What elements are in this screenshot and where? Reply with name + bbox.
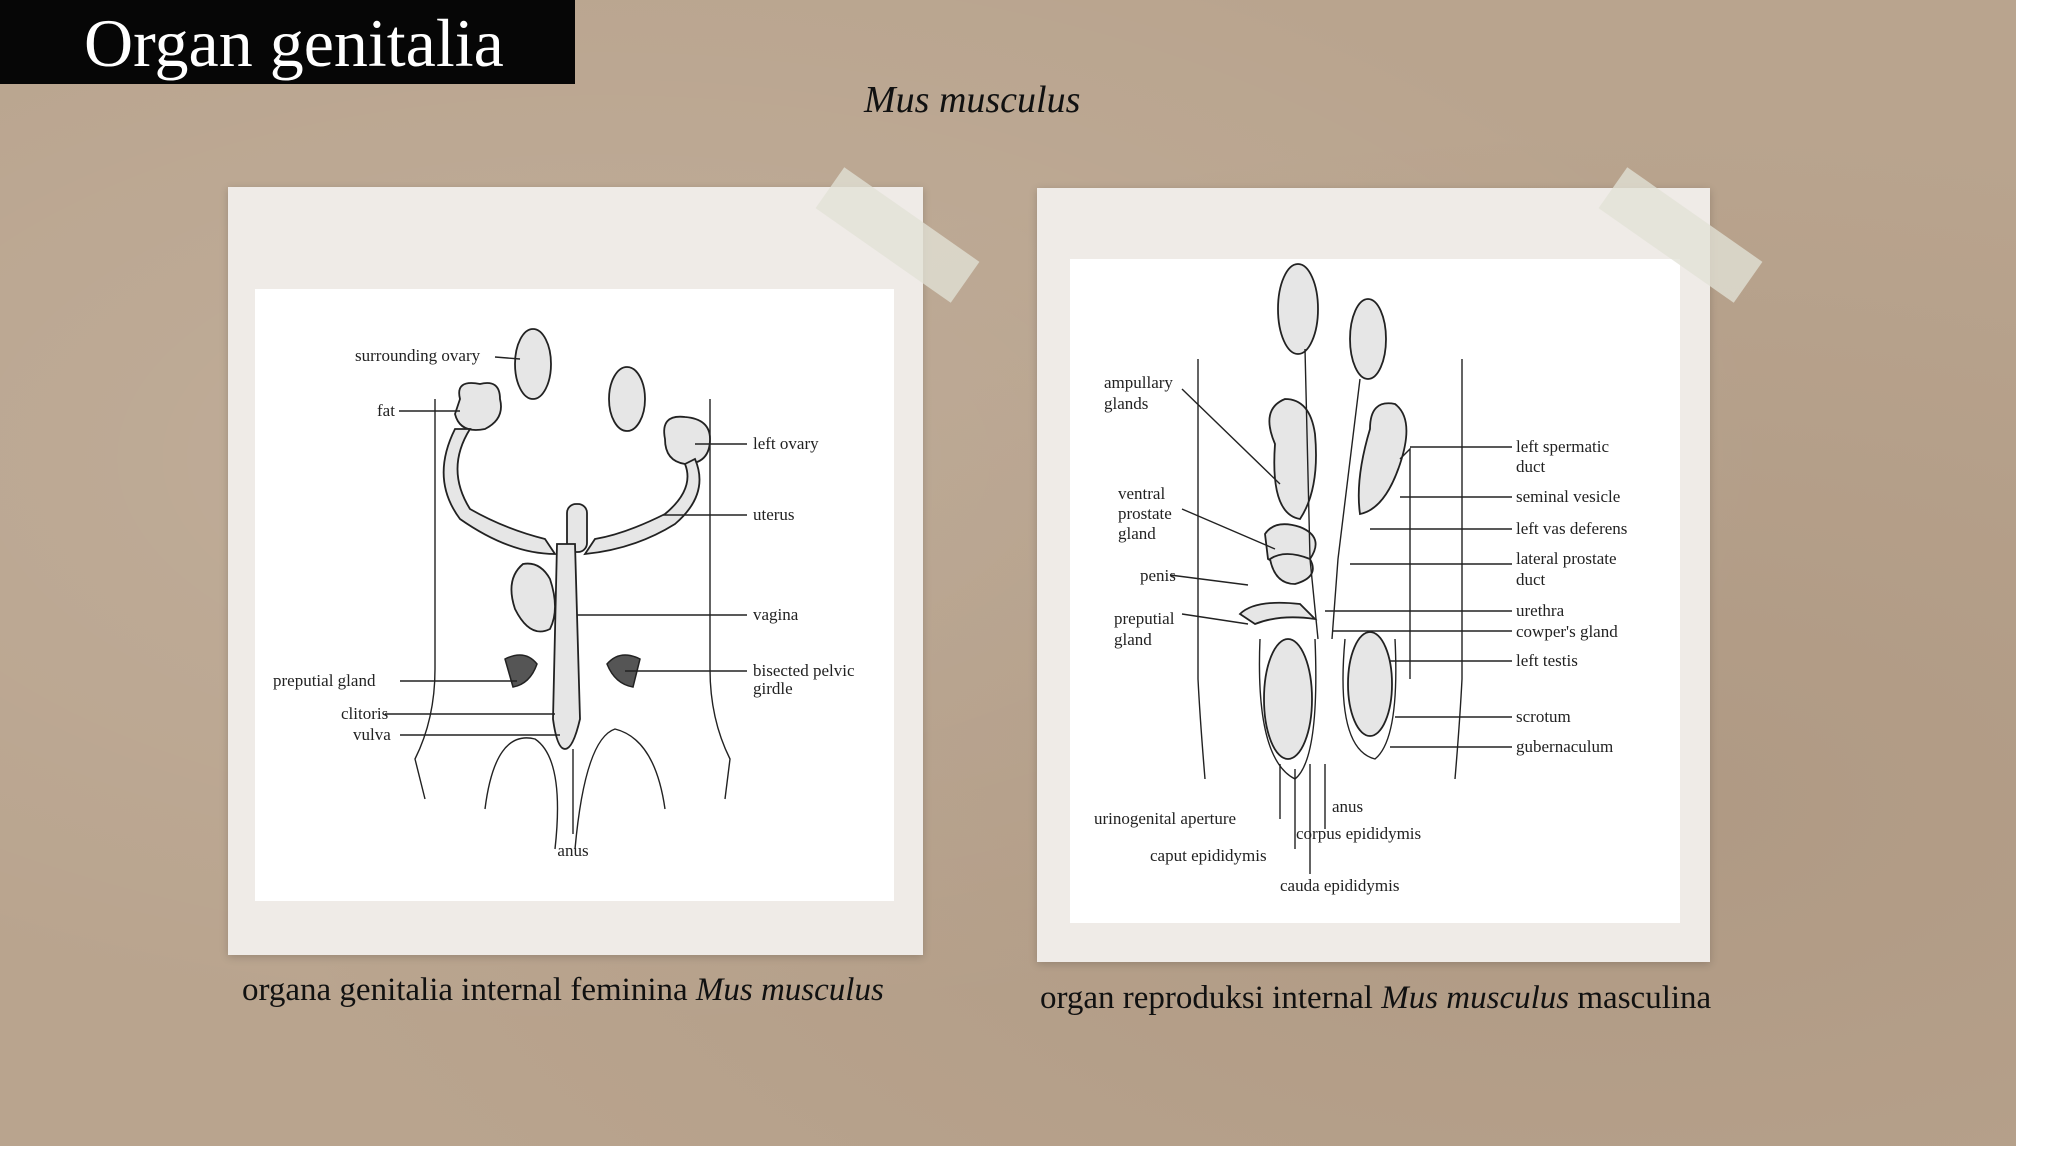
female-label-fat: fat — [377, 401, 395, 420]
male-label-ampullary: ampullary — [1104, 373, 1173, 392]
female-label-surrounding-ovary: surrounding ovary — [355, 346, 481, 365]
male-label-gubernaculum: gubernaculum — [1516, 737, 1614, 756]
male-label-urinogenital-aperture: urinogenital aperture — [1094, 809, 1237, 828]
female-diagram-image — [255, 289, 894, 901]
male-label-gland: gland — [1118, 524, 1156, 543]
female-label-left-ovary: left ovary — [753, 434, 819, 453]
male-caption — [1040, 980, 1711, 1017]
female-caption-species: Mus musculus — [695, 972, 884, 1008]
female-label-vulva: vulva — [353, 725, 391, 744]
female-reproductive-diagram — [255, 289, 894, 901]
male-photo-frame — [1037, 188, 1710, 962]
male-label-anus: anus — [1332, 797, 1364, 816]
male-caption-suffix: masculina — [1569, 980, 1712, 1016]
male-label-prostate: prostate — [1118, 504, 1172, 523]
female-label-bisected-pelvic-girdle: bisected pelvic — [753, 661, 855, 680]
male-diagram-image — [1070, 259, 1680, 923]
male-label-lateral-prostate: lateral prostate — [1516, 549, 1617, 568]
male-label-scrotum: scrotum — [1516, 707, 1571, 726]
female-label-preputial-gland: preputial gland — [273, 671, 376, 690]
male-label-lateral-duct: duct — [1516, 570, 1546, 589]
slide-title: Organ genitalia — [84, 5, 504, 81]
male-label-left-vas-deferens: left vas deferens — [1516, 519, 1628, 538]
female-label-girdle: girdle — [753, 679, 793, 698]
male-caption-species: Mus musculus — [1381, 980, 1570, 1016]
female-caption — [242, 972, 884, 1009]
male-label-caput-epididymis: caput epididymis — [1150, 846, 1267, 865]
male-label-corpus-epididymis: corpus epididymis — [1296, 824, 1422, 843]
male-label-urethra: urethra — [1516, 601, 1565, 620]
female-photo-frame — [228, 187, 923, 955]
title-box — [0, 0, 575, 84]
male-caption-text: organ reproduksi internal — [1040, 980, 1382, 1016]
female-label-clitoris: clitoris — [341, 704, 389, 723]
female-label-anus: anus — [557, 841, 589, 860]
male-label-left-testis: left testis — [1516, 651, 1578, 670]
male-label-spermatic-duct: duct — [1516, 457, 1546, 476]
male-label-left-spermatic: left spermatic — [1516, 437, 1609, 456]
male-label-cowpers-gland: cowper's gland — [1516, 622, 1618, 641]
female-caption-text: organa genitalia internal feminina — [242, 972, 696, 1008]
male-reproductive-diagram — [1070, 259, 1680, 923]
female-label-vagina: vagina — [753, 605, 799, 624]
slide-subtitle: Mus musculus — [864, 79, 1081, 121]
female-label-uterus: uterus — [753, 505, 795, 524]
male-label-glands: glands — [1104, 394, 1149, 413]
male-label-cauda-epididymis: cauda epididymis — [1280, 876, 1400, 895]
male-label-preputial-gland: gland — [1114, 630, 1152, 649]
male-label-seminal-vesicle: seminal vesicle — [1516, 487, 1621, 506]
male-label-preputial: preputial — [1114, 609, 1175, 628]
male-label-ventral: ventral — [1118, 484, 1166, 503]
male-label-penis: penis — [1140, 566, 1176, 585]
